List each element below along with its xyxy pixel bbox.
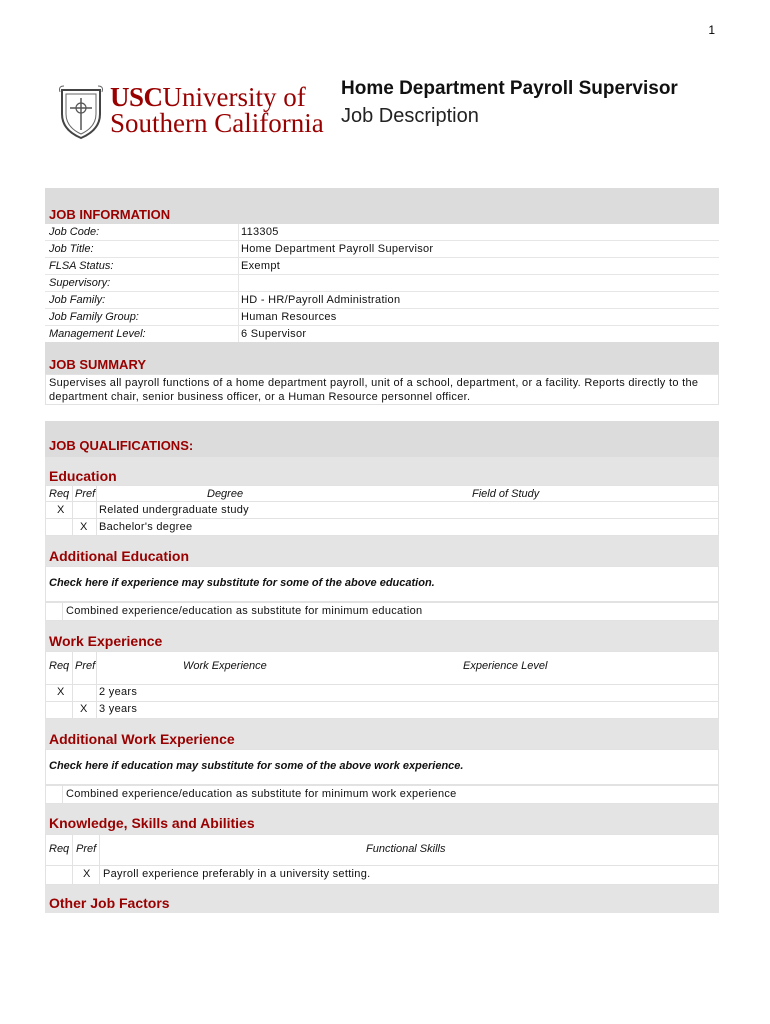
job-qualifications-section bbox=[45, 421, 719, 457]
education-row-2-degree: Bachelor's degree bbox=[99, 521, 193, 533]
work-experience-header: Work Experience bbox=[183, 660, 267, 672]
other-job-factors-heading: Other Job Factors bbox=[49, 895, 170, 911]
additional-education-item: Combined experience/education as substitute for minimum education bbox=[66, 605, 423, 617]
additional-education-heading: Additional Education bbox=[49, 548, 189, 564]
ksa-heading: Knowledge, Skills and Abilities bbox=[49, 815, 255, 831]
flsa-status-label: FLSA Status: bbox=[49, 260, 114, 272]
ksa-row-1-skill: Payroll experience preferably in a university setting. bbox=[103, 868, 371, 880]
work-row-1-years: 2 years bbox=[99, 686, 138, 698]
job-information-heading: JOB INFORMATION bbox=[49, 207, 171, 222]
table-row bbox=[45, 326, 719, 343]
additional-education-check-text: Check here if experience may substitute for some of the above education. bbox=[49, 577, 435, 589]
additional-work-item: Combined experience/education as substitute for minimum work experience bbox=[66, 788, 457, 800]
education-row-2-pref: X bbox=[80, 521, 88, 533]
table-row bbox=[45, 309, 719, 326]
table-row bbox=[45, 258, 719, 275]
job-description-label: Job Description bbox=[341, 105, 479, 127]
additional-education-section bbox=[45, 536, 719, 566]
job-title-heading: Home Department Payroll Supervisor bbox=[341, 78, 678, 99]
functional-skills-header: Functional Skills bbox=[366, 843, 446, 855]
job-qualifications-heading: JOB QUALIFICATIONS: bbox=[49, 438, 194, 453]
supervisory-label: Supervisory: bbox=[49, 277, 111, 289]
table-row bbox=[45, 275, 719, 292]
job-family-label: Job Family: bbox=[49, 294, 106, 306]
usc-seal-icon bbox=[58, 84, 104, 140]
page-number: 1 bbox=[708, 23, 715, 37]
job-summary-section bbox=[45, 342, 719, 374]
title-block bbox=[341, 78, 721, 130]
job-code-value: 113305 bbox=[238, 224, 719, 240]
job-summary-heading: JOB SUMMARY bbox=[49, 357, 147, 372]
logo-southern-california: Southern California bbox=[110, 108, 324, 138]
education-row-1-degree: Related undergraduate study bbox=[99, 504, 249, 516]
job-information-section bbox=[45, 188, 719, 224]
job-family-group-value: Human Resources bbox=[238, 309, 719, 325]
education-pref-header: Pref bbox=[75, 488, 96, 500]
management-level-value: 6 Supervisor bbox=[238, 326, 719, 342]
flsa-status-value: Exempt bbox=[238, 258, 719, 274]
education-section bbox=[45, 457, 719, 485]
work-experience-table bbox=[45, 651, 719, 719]
job-code-label: Job Code: bbox=[49, 226, 100, 238]
table-row bbox=[45, 224, 719, 241]
work-row-1-req: X bbox=[57, 686, 65, 698]
supervisory-value bbox=[238, 275, 719, 291]
other-job-factors-section bbox=[45, 885, 719, 913]
ksa-req-header: Req bbox=[49, 843, 70, 855]
job-title-value: Home Department Payroll Supervisor bbox=[238, 241, 719, 257]
education-field-header: Field of Study bbox=[472, 488, 540, 500]
usc-logo bbox=[58, 84, 328, 142]
work-experience-section bbox=[45, 621, 719, 651]
work-req-header: Req bbox=[49, 660, 70, 672]
job-information-table bbox=[45, 224, 719, 343]
logo-usc: USC bbox=[110, 82, 163, 112]
table-row bbox=[45, 292, 719, 309]
job-title-label: Job Title: bbox=[49, 243, 94, 255]
additional-work-check-text: Check here if education may substitute for some of the above work experience. bbox=[49, 760, 464, 772]
job-family-value: HD - HR/Payroll Administration bbox=[238, 292, 719, 308]
additional-work-section bbox=[45, 719, 719, 749]
work-pref-header: Pref bbox=[75, 660, 96, 672]
experience-level-header: Experience Level bbox=[463, 660, 548, 672]
ksa-pref-header: Pref bbox=[76, 843, 97, 855]
education-degree-header: Degree bbox=[207, 488, 244, 500]
work-row-2-pref: X bbox=[80, 703, 88, 715]
ksa-section bbox=[45, 804, 719, 834]
education-row-1-req: X bbox=[57, 504, 65, 516]
management-level-label: Management Level: bbox=[49, 328, 146, 340]
work-row-2-years: 3 years bbox=[99, 703, 138, 715]
education-req-header: Req bbox=[49, 488, 70, 500]
job-summary-text: Supervises all payroll functions of a home department payroll, unit of a school, department, or a facility. Reports directly to the department chair, senior business officer, or a Human Resource personnel officer. bbox=[49, 377, 699, 403]
education-heading: Education bbox=[49, 468, 117, 484]
table-row bbox=[45, 241, 719, 258]
additional-work-heading: Additional Work Experience bbox=[49, 731, 235, 747]
job-family-group-label: Job Family Group: bbox=[49, 311, 139, 323]
work-experience-heading: Work Experience bbox=[49, 633, 163, 649]
ksa-row-1-pref: X bbox=[83, 868, 91, 880]
logo-university-of: University of bbox=[162, 82, 306, 112]
